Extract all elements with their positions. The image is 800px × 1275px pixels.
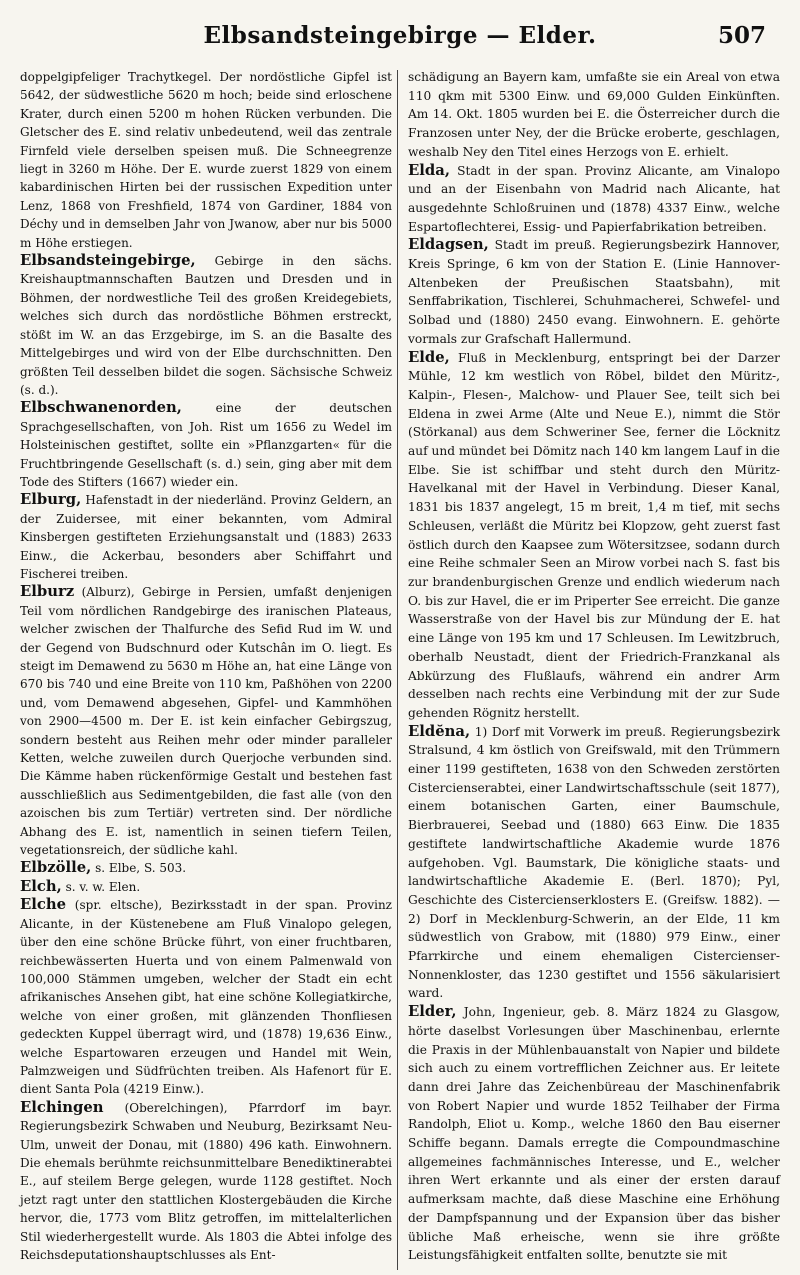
entry-headword: Elchingen <box>20 1098 104 1116</box>
page-number: 507 <box>717 22 766 49</box>
entry <box>408 349 780 723</box>
entry <box>20 896 392 1098</box>
entry-text: (Oberelchingen), Pfarrdorf im bayr. Regierungsbezirk Schwaben und Neuburg, Bezirksamt Neu-Ulm, unweit der Donau, mit (1880) 496 kath. Einwohnern. Die ehemals berühmte reichsunmittelbare Benediktinerabtei E., auf steilem Berge gelegen, wurde 1128 gestiftet. Noch jetzt ragt unter den stattlichen Klostergebäuden die Kirche hervor, die, 1773 vom Blitz getroffen, im mittelalterlichen Stil wiederhergestellt wurde. Als 1803 die Abtei infolge des Reichsdeputationshauptschlusses als Ent- <box>20 1100 392 1262</box>
right-column <box>408 68 780 1265</box>
entry-text: schädigung an Bayern kam, umfaßte sie ein Areal von etwa 110 qkm mit 5300 Einw. und 69,000 Gulden Einkünften. Am 14. Okt. 1805 wurden bei E. die Österreicher durch die Franzosen unter Ney, der die Brücke eroberte, geschlagen, weshalb Ney den Titel eines Herzogs von E. erhielt. <box>408 70 780 159</box>
entry-headword: Elda, <box>408 161 450 179</box>
entry <box>20 68 392 252</box>
entry <box>408 162 780 237</box>
entry <box>20 252 392 399</box>
entry <box>20 878 392 896</box>
entry <box>20 1099 392 1265</box>
entry-text: eine der deutschen Sprachgesellschaften, von Joh. Rist um 1656 zu Wedel im Holsteinischen gestiftet, sollte ein »Pflanzgarten« für die Fruchtbringende Gesellschaft (s. d.) sein, ging aber mit dem Tode des Stifters (1667) wieder ein. <box>20 401 392 489</box>
entry-headword: Elbsandsteingebirge, <box>20 252 196 270</box>
entry-text: Gebirge in den sächs. Kreishauptmannschaften Bautzen und Dresden und in Böhmen, der nordwestliche Teil des großen Kreidegebiets, welches sich durch das nordöstliche Böhmen erstreckt, stößt im W. an das Erzgebirge, im S. an die Basalte des Mittelgebirges und wird von der Elbe durchschnitten. Den größten Teil desselben bildet die sogen. Sächsische Schweiz (s. d.). <box>20 254 392 397</box>
entry <box>20 859 392 877</box>
entry-text: (spr. eltsche), Bezirksstadt in der span. Provinz Alicante, in der Küstenebene am Fluß Vinalopo gelegen, über den eine schöne Brücke führt, von einer fruchtbaren, reichbewässerten Huerta und von einem Palmenwald von 100,000 Stämmen umgeben, welcher der Stadt ein echt afrikanisches Ansehen gibt, hat eine schöne Kollegiatkirche, welche von einer großen, mit glänzenden Thonfliesen gedeckten Kuppel überragt wird, und (1878) 19,636 Einw., welche Espartowaren erzeugen und Handel mit Wein, Palmzweigen und Südfrüchten treiben. Als Hafenort für E. dient Santa Pola (4219 Einw.). <box>20 898 392 1097</box>
column-divider <box>397 70 398 1270</box>
entry-text: doppelgipfeliger Trachytkegel. Der nordöstliche Gipfel ist 5642, der südwestliche 5620 m hoch; beide sind erloschene Krater, durch einen 5200 m hohen Rücken verbunden. Die Gletscher des E. sind relativ unbedeutend, weil das zentrale Firnfeld viele derselben speisen muß. Die Schneegrenze liegt in 3260 m Höhe. Der E. wurde zuerst 1829 von einem kabardinischen Hirten bei der russischen Expedition unter Lenz, 1868 von Freshfield, 1874 von Gardiner, 1884 von Déchy und in demselben Jahr von Jwanow, aber nur bis 5000 m Höhe erstiegen. <box>20 70 392 250</box>
entry-headword: Elbzölle, <box>20 859 92 877</box>
entry-text: Fluß in Mecklenburg, entspringt bei der Darzer Mühle, 12 km westlich von Röbel, bildet den Müritz-, Kalpin-, Flesen-, Malchow- und Plauer See, teilt sich bei Eldena in zwei Arme (Alte und Neue E.), nimmt die Stör (Störkanal) aus dem Schweriner See, ferner die Löcknitz auf und mündet bei Dömitz nach 140 km langem Lauf in die Elbe. Sie ist schiffbar und steht durch den Müritz-Havelkanal mit der Havel in Verbindung. Dieser Kanal, 1831 bis 1837 angelegt, 15 m breit, 1,4 m tief, mit sechs Schleusen, verläßt die Müritz bei Klopzow, geht zuerst fast östlich durch den Kaapsee zum Wötersitzsee, sodann durch eine Reihe schmaler Seen an Mirow vorbei nach S. fast bis zur brandenburgischen Grenze und endlich wiederum nach O. bis zur Havel, die er im Priperter See erreicht. Die ganze Wasserstraße von der Havel bis zur Mündung der E. hat eine Länge von 195 km und 17 Schleusen. Im Lewitzbruch, oberhalb Neustadt, dient der Friedrich-Franzkanal als Abkürzung des Flußlaufs, während ein andrer Arm desselben nach rechts eine Verbindung mit der zur Sude gehenden Rögnitz herstellt. <box>408 350 780 720</box>
entry-text: Hafenstadt in der niederländ. Provinz Geldern, an der Zuidersee, mit einer bekannten, vom Admiral Kinsbergen gestifteten Erziehungsanstalt und (1883) 2633 Einw., die Ackerbau, besonders aber Schiffahrt und Fischerei treiben. <box>20 493 392 581</box>
entry <box>20 583 392 859</box>
entry-text: Stadt in der span. Provinz Alicante, am Vinalopo und an der Eisenbahn von Madrid nach Alicante, hat ausgedehnte Schloßruinen und (1878) 4337 Einw., welche Espartoflechterei, Essig- und Papierfabrikation betreiben. <box>408 163 780 234</box>
entry <box>20 491 392 583</box>
entry-text: 1) Dorf mit Vorwerk im preuß. Regierungsbezirk Stralsund, 4 km östlich von Greifswald, mit den Trümmern einer 1199 gestifteten, 1638 von den Schweden zerstörten Cistercienserabtei, einer Landwirtschaftsschule (seit 1877), einem botanischen Garten, einer Baumschule, Bierbrauerei, Seebad und (1880) 663 Einw. Die 1835 gestiftete landwirtschaftliche Akademie wurde 1876 aufgehoben. Vgl. Baumstark, Die königliche staats- und landwirtschaftliche Akademie E. (Berl. 1870); Pyl, Geschichte des Cistercienserklosters E. (Greifsw. 1882). — 2) Dorf in Mecklenburg-Schwerin, an der Elde, 11 km südwestlich von Grabow, mit (1880) 979 Einw., einer Pfarrkirche und einem ehemaligen Cistercienser-Nonnenkloster, das 1230 gestiftet und 1556 säkularisiert ward. <box>408 724 780 1001</box>
entry <box>408 68 780 162</box>
entry-text: s. Elbe, S. 503. <box>91 861 187 876</box>
entry <box>408 1003 780 1265</box>
entry <box>408 723 780 1004</box>
entry-text: John, Ingenieur, geb. 8. März 1824 zu Glasgow, hörte daselbst Vorlesungen über Maschinenbau, erlernte die Praxis in der Mühlenbauanstalt von Napier und bildete sich auch zu einem vortrefflichen Zeichner aus. Er leitete dann drei Jahre das Zeichenbüreau der Maschinenfabrik von Robert Napier und wurde 1852 Teilhaber der Firma Randolph, Eliot u. Komp., welche 1860 den Bau eiserner Schiffe begann. Damals erregte die Compoundmaschine allgemeines fachmännisches Interesse, und E., welcher ihren Wert erkannte und als einer der ersten darauf aufmerksam machte, daß diese Maschine eine Erhöhung der Dampfspannung und der Expansion über das bisher übliche Maß erheische, wenn sie ihre größte Leistungsfähigkeit entfalten sollte, benutzte sie mit <box>408 1005 780 1263</box>
entry-headword: Eldĕna, <box>408 722 471 740</box>
entry-headword: Elburz <box>20 583 75 601</box>
entry-text: (Alburz), Gebirge in Persien, umfaßt denjenigen Teil vom nördlichen Randgebirge des iranischen Plateaus, welcher zwischen der Thalfurche des Sefid Rud im W. und der Gegend von Budschnurd oder Kutschân im O. liegt. Es steigt im Demawend zu 5630 m Höhe an, hat eine Länge von 670 bis 740 und eine Breite von 110 km, Paßhöhen von 2200 und, vom Demawend abgesehen, Gipfel- und Kammhöhen von 2900—4500 m. Der E. ist kein einfacher Gebirgszug, sondern besteht aus Reihen mehr oder minder paralleler Ketten, welche zuweilen durch Querjoche verbunden sind. Die Kämme haben rückenförmige Gestalt und bestehen fast ausschließlich aus Sedimentgebilden, die fast alle (von den azoischen bis zum Tertiär) vertreten sind. Der nördliche Abhang des E. ist, namentlich in seinen tiefern Teilen, vegetationsreich, der südliche kahl. <box>20 585 392 858</box>
running-head <box>0 22 800 62</box>
page-title: Elbsandsteingebirge — Elder. <box>203 22 597 49</box>
entry-text: Stadt im preuß. Regierungsbezirk Hannover, Kreis Springe, 6 km von der Station E. (Linie Hannover-Altenbeken der Preußischen Staatsbahn), mit Senffabrikation, Tischlerei, Schuhmacherei, Schwefel- und Solbad und (1880) 2450 evang. Einwohnern. E. gehörte vormals zur Grafschaft Hallermund. <box>408 238 780 346</box>
entry <box>20 399 392 491</box>
entry-headword: Elche <box>20 896 67 914</box>
entry <box>408 236 780 348</box>
entry-headword: Elbschwanenorden, <box>20 399 182 417</box>
entry-headword: Elde, <box>408 348 450 366</box>
left-column <box>20 68 392 1264</box>
entry-headword: Elch, <box>20 877 62 895</box>
entry-headword: Eldagsen, <box>408 236 489 254</box>
entry-headword: Elburg, <box>20 491 82 509</box>
entry-headword: Elder, <box>408 1003 457 1021</box>
entry-text: s. v. w. Elen. <box>61 879 141 894</box>
